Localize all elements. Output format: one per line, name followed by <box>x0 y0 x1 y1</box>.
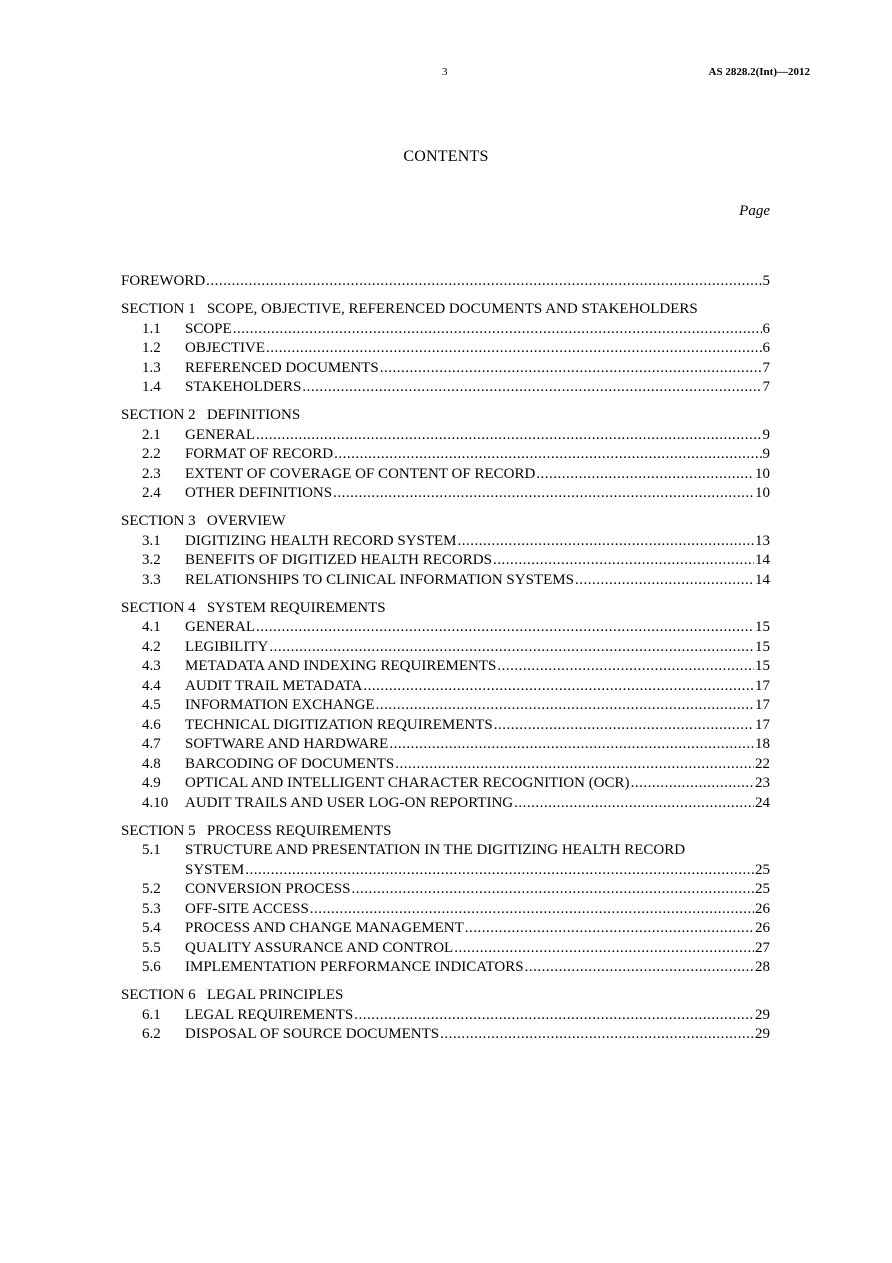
contents-title: CONTENTS <box>403 148 489 165</box>
toc-section-block <box>121 512 770 590</box>
toc-entry-title: SCOPE <box>185 320 232 337</box>
toc-entry-title: BENEFITS OF DIGITIZED HEALTH RECORDS <box>185 552 492 568</box>
toc-entry-title: RELATIONSHIPS TO CLINICAL INFORMATION SYSTEMS <box>185 571 574 588</box>
toc-entry-title: EXTENT OF COVERAGE OF CONTENT OF RECORD <box>185 465 536 482</box>
toc-entry-number: 2.1 <box>142 426 161 443</box>
dot-leader <box>310 900 754 920</box>
dot-leader <box>458 532 754 552</box>
toc-entry-number: 4.5 <box>142 697 161 713</box>
dot-leader <box>245 861 754 881</box>
toc-entry-page: 28 <box>755 959 770 975</box>
toc-entry-page: 27 <box>755 939 770 956</box>
toc-entry[interactable] <box>121 939 770 959</box>
toc-entry[interactable] <box>121 378 770 398</box>
dot-leader <box>454 939 754 959</box>
toc-entry-continuation[interactable] <box>121 861 770 881</box>
toc-section-block <box>121 822 770 978</box>
document-code: AS 2828.2(Int)—2012 <box>708 66 810 78</box>
toc-entry[interactable] <box>121 1025 770 1045</box>
dot-leader <box>514 794 754 814</box>
toc-entry-page: 17 <box>755 716 770 733</box>
toc-entry-title: AUDIT TRAIL METADATA <box>185 677 363 694</box>
toc-entry-number: 4.8 <box>142 755 161 772</box>
toc-entry[interactable] <box>121 465 770 485</box>
dot-leader <box>376 696 754 716</box>
toc-entry-title: OPTICAL AND INTELLIGENT CHARACTER RECOGNITION (OCR) <box>185 775 630 791</box>
toc-entry-page: 6 <box>762 320 770 337</box>
toc-entry[interactable] <box>121 841 770 861</box>
toc-entry[interactable] <box>121 638 770 658</box>
toc-entry-number: 6.2 <box>142 1026 161 1042</box>
dot-leader <box>266 339 762 359</box>
toc-section-heading[interactable]: SECTION 3 OVERVIEW <box>121 513 286 529</box>
toc-entry-title: OTHER DEFINITIONS <box>185 485 333 501</box>
toc-section-heading[interactable]: SECTION 2 DEFINITIONS <box>121 407 301 423</box>
toc-entry[interactable] <box>121 426 770 446</box>
toc-entry-number: 5.6 <box>142 959 161 975</box>
dot-leader <box>465 919 754 939</box>
page-column-label: Page <box>739 203 770 219</box>
toc-entry-title: TECHNICAL DIGITIZATION REQUIREMENTS <box>185 716 493 733</box>
toc-entry-number: 5.3 <box>142 900 161 917</box>
toc-entry[interactable] <box>121 339 770 359</box>
toc-entry-title: OBJECTIVE <box>185 340 265 356</box>
toc-entry-title: LEGAL REQUIREMENTS <box>185 1006 354 1023</box>
toc-entry-title: METADATA AND INDEXING REQUIREMENTS <box>185 658 497 674</box>
toc-entry-title: FOREWORD <box>121 273 206 289</box>
toc-entry-number: 4.10 <box>142 794 169 811</box>
toc-entry-page: 13 <box>755 532 770 549</box>
dot-leader <box>389 735 754 755</box>
toc-entry-page: 29 <box>755 1026 770 1042</box>
toc-entry-title: STRUCTURE AND PRESENTATION IN THE DIGITIZING HEALTH RECORD <box>185 842 686 858</box>
toc-entry-title: DISPOSAL OF SOURCE DOCUMENTS <box>185 1026 440 1042</box>
toc-entry-title: FORMAT OF RECORD <box>185 446 334 462</box>
toc-section-heading[interactable]: SECTION 4 SYSTEM REQUIREMENTS <box>121 599 386 616</box>
toc-entry-number: 1.1 <box>142 320 161 337</box>
toc-entry-title: GENERAL <box>185 619 255 635</box>
toc-entry-page: 6 <box>762 340 770 356</box>
toc-section-block <box>121 986 770 1045</box>
toc-entry-title: BARCODING OF DOCUMENTS <box>185 755 395 772</box>
dot-leader <box>269 638 754 658</box>
toc-entry-title: GENERAL <box>185 426 255 443</box>
toc-entry-number: 5.1 <box>142 842 161 858</box>
toc-section-heading[interactable]: SECTION 6 LEGAL PRINCIPLES <box>121 987 344 1003</box>
toc-entry-number: 3.2 <box>142 552 161 568</box>
toc-entry[interactable] <box>121 735 770 755</box>
toc-entry-number: 4.9 <box>142 775 161 791</box>
dot-leader <box>206 272 761 292</box>
toc-entry-page: 18 <box>755 736 770 752</box>
toc-entry-page: 25 <box>755 861 770 878</box>
toc-entry[interactable] <box>121 657 770 677</box>
toc-entry-number: 1.4 <box>142 379 161 395</box>
toc-entry-page: 26 <box>755 920 770 936</box>
toc-entry[interactable] <box>121 774 770 794</box>
dot-leader <box>256 426 762 446</box>
toc-entry-number: 4.1 <box>142 619 161 635</box>
toc-entry-title-cont: SYSTEM <box>185 861 245 878</box>
toc-entry-page: 15 <box>755 658 770 674</box>
toc-entry-number: 2.2 <box>142 446 161 462</box>
toc-entry-title: PROCESS AND CHANGE MANAGEMENT <box>185 920 464 936</box>
toc-entry[interactable] <box>121 880 770 900</box>
toc-entry-page: 10 <box>755 485 770 501</box>
toc-entry-number: 1.3 <box>142 359 161 376</box>
toc-entry[interactable] <box>121 677 770 697</box>
dot-leader <box>494 716 754 736</box>
toc-entry-number: 3.3 <box>142 571 161 588</box>
toc-entry[interactable] <box>121 958 770 978</box>
toc-entry-number: 4.4 <box>142 677 161 694</box>
dot-leader <box>354 1006 754 1026</box>
toc-entry-number: 5.2 <box>142 881 161 897</box>
toc-entry-title: INFORMATION EXCHANGE <box>185 697 375 713</box>
toc-entry-number: 4.2 <box>142 638 161 655</box>
toc-entry[interactable] <box>121 359 770 379</box>
dot-leader <box>497 657 754 677</box>
toc-section-block <box>121 406 770 504</box>
toc-entry[interactable] <box>121 696 770 716</box>
toc-entry-page: 15 <box>755 619 770 635</box>
toc-entry-title: AUDIT TRAILS AND USER LOG-ON REPORTING <box>185 794 514 811</box>
toc-section-heading[interactable]: SECTION 5 PROCESS REQUIREMENTS <box>121 822 392 839</box>
toc-entry-number: 1.2 <box>142 340 161 356</box>
toc-entry-page: 15 <box>755 638 770 655</box>
dot-leader <box>493 551 754 571</box>
toc-entry[interactable] <box>121 320 770 340</box>
toc-entry-number: 4.6 <box>142 716 161 733</box>
toc-entry-page: 10 <box>755 465 770 482</box>
toc-entry[interactable] <box>121 919 770 939</box>
toc-entry[interactable] <box>121 794 770 814</box>
toc-entry-page: 17 <box>755 697 770 713</box>
toc-entry-page: 29 <box>755 1006 770 1023</box>
page-header <box>0 66 892 84</box>
dot-leader <box>302 378 761 398</box>
toc-entry-page: 25 <box>755 881 770 897</box>
dot-leader <box>256 618 754 638</box>
dot-leader <box>351 880 754 900</box>
toc-entry-title: STAKEHOLDERS <box>185 379 302 395</box>
dot-leader <box>631 774 754 794</box>
dot-leader <box>440 1025 754 1045</box>
toc-entry-page: 7 <box>762 379 770 395</box>
toc-entry-page: 9 <box>762 446 770 462</box>
toc-entry[interactable] <box>121 484 770 504</box>
toc-entry-page: 17 <box>755 677 770 694</box>
toc-entry[interactable] <box>121 445 770 465</box>
toc-entry-number: 4.7 <box>142 736 161 752</box>
toc-section-block <box>121 599 770 814</box>
toc-entry[interactable] <box>121 1006 770 1026</box>
toc-entry-number: 5.5 <box>142 939 161 956</box>
toc-entry-page: 5 <box>762 273 770 289</box>
toc-entry-number: 3.1 <box>142 532 161 549</box>
toc-entry-page: 24 <box>755 794 770 811</box>
toc-entry-page: 14 <box>755 571 770 588</box>
toc-entry-foreword[interactable] <box>121 272 770 292</box>
toc-foreword-block <box>121 272 770 292</box>
dot-leader <box>380 359 762 379</box>
dot-leader <box>233 320 762 340</box>
toc-entry-page: 14 <box>755 552 770 568</box>
table-of-contents <box>121 272 770 1053</box>
toc-entry-number: 2.3 <box>142 465 161 482</box>
toc-entry-page: 23 <box>755 775 770 791</box>
page-number: 3 <box>442 66 448 78</box>
toc-entry[interactable] <box>121 716 770 736</box>
toc-entry[interactable] <box>121 900 770 920</box>
dot-leader <box>333 484 754 504</box>
toc-entry[interactable] <box>121 618 770 638</box>
toc-entry-title: SOFTWARE AND HARDWARE <box>185 736 389 752</box>
dot-leader <box>525 958 754 978</box>
toc-entry-page: 7 <box>762 359 770 376</box>
toc-entry[interactable] <box>121 755 770 775</box>
toc-entry-number: 6.1 <box>142 1006 161 1023</box>
toc-entry-page: 9 <box>762 426 770 443</box>
toc-entry-title: CONVERSION PROCESS <box>185 881 351 897</box>
toc-section-heading[interactable]: SECTION 1 SCOPE, OBJECTIVE, REFERENCED DOCUMENTS AND STAKEHOLDERS <box>121 301 698 317</box>
dot-leader <box>536 465 754 485</box>
toc-entry-number: 5.4 <box>142 920 161 936</box>
toc-entry[interactable] <box>121 551 770 571</box>
dot-leader <box>395 755 754 775</box>
dot-leader <box>363 677 754 697</box>
toc-entry-title: REFERENCED DOCUMENTS <box>185 359 379 376</box>
toc-entry-title: QUALITY ASSURANCE AND CONTROL <box>185 939 454 956</box>
toc-entry[interactable] <box>121 571 770 591</box>
toc-entry-number: 2.4 <box>142 485 161 501</box>
toc-entry-page: 26 <box>755 900 770 917</box>
toc-entry-title: IMPLEMENTATION PERFORMANCE INDICATORS <box>185 959 524 975</box>
dot-leader <box>334 445 761 465</box>
toc-entry-number: 4.3 <box>142 658 161 674</box>
toc-section-block <box>121 300 770 398</box>
toc-entry-title: DIGITIZING HEALTH RECORD SYSTEM <box>185 532 457 549</box>
toc-entry-page: 22 <box>755 755 770 772</box>
dot-leader <box>575 571 754 591</box>
toc-entry[interactable] <box>121 532 770 552</box>
toc-entry-title: LEGIBILITY <box>185 638 269 655</box>
toc-entry-title: OFF-SITE ACCESS <box>185 900 309 917</box>
